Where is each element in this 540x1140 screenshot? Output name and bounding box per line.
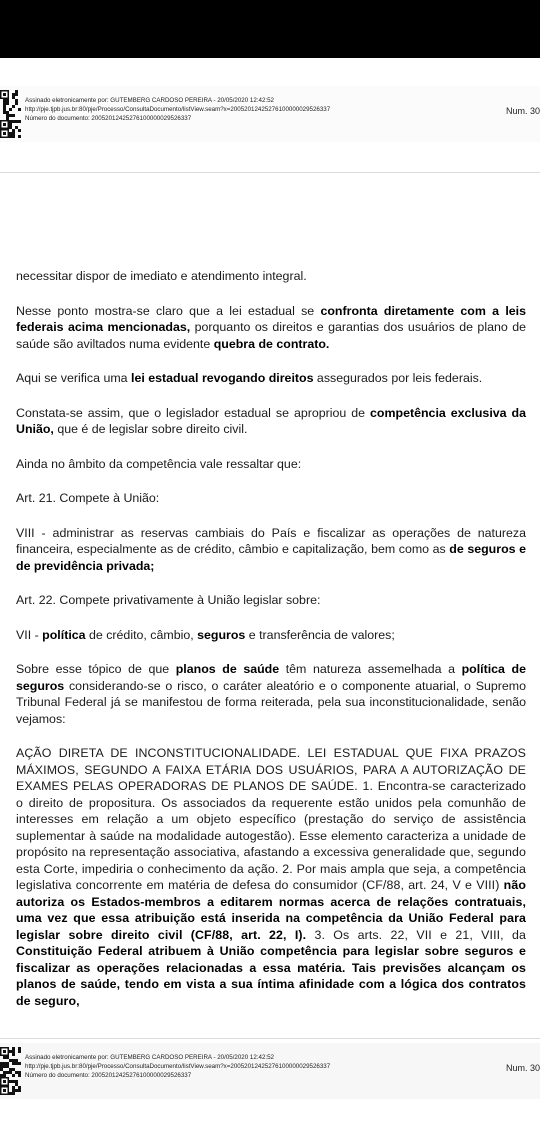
paragraph	[16, 268, 526, 285]
bold-text: competência exclusiva da União,	[16, 405, 526, 436]
qr-code-icon	[0, 1047, 21, 1095]
qr-code-icon	[0, 90, 21, 138]
text-run: AÇÃO DIRETA DE INCONSTITUCIONALIDADE. LEI ESTADUAL QUE FIXA PRAZOS MÁXIMOS, SEGUNDO A FAIXA ETÁRIA DOS USUÁRIOS, PARA A AUTORIZAÇÃO DE EXAMES PELAS OPERADORAS DE PLANOS DE SAÚDE. 1. Encontra-se caracterizado o direito de propositura. Os associados da requerente estão unidos pela comunhão de interesses em relação a um objeto específico (prestação do serviço de assistência suplementar à saúde na modalidade autogestão). Esse elemento caracteriza a unidade de propósito na representação associativa, afastando a excessiva generalidade que, segundo esta Corte, impediria o conhecimento da ação. 2. Por mais ampla que seja, a competência legislativa concorrente em matéria de defesa do consumidor (CF/88, art. 24, V e VIII)	[16, 746, 526, 892]
text-run: têm natureza assemelhada a	[279, 662, 462, 676]
bold-text: seguros	[197, 627, 246, 642]
page-divider	[0, 1038, 540, 1039]
text-run: VIII - administrar as reservas cambiais do País e fiscalizar as operações de natureza financeira, especialmente as de crédito, câmbio e capitalização, bem como as	[16, 525, 526, 556]
bold-text: Constituição Federal atribuem à União competência para legislar sobre seguros e fiscalizar as operações relacionadas a essa matéria. Tais previsões alcançam os planos de saúde, tendo em vista a sua íntima afinidade com a lógica dos contratos de seguro,	[16, 944, 526, 1008]
text-run: porquanto os direitos e garantias dos usuários de plano de saúde são aviltados numa evidente	[16, 320, 526, 351]
stamp-url[interactable]: http://pje.tjpb.jus.br:80/pje/Processo/ConsultaDocumento/listView.seam?x=20052012425276100000029526337	[25, 106, 331, 113]
bold-text: lei estadual revogando direitos	[131, 371, 314, 385]
bold-text: confronta diretamente com a leis federais acima mencionadas,	[16, 303, 526, 334]
text-run: Sobre esse tópico de que	[16, 662, 176, 676]
signature-stamp-bottom	[0, 1043, 540, 1099]
text-run: Nesse ponto mostra-se claro que a lei estadual se	[16, 303, 321, 318]
text-run: Ainda no âmbito da competência vale ressaltar que:	[16, 456, 302, 471]
text-run: 3. Os arts. 22, VII e 21, VIII, da	[306, 927, 526, 942]
stamp-doc-number: Número do documento: 20052012425276100000029526337	[25, 1072, 192, 1079]
paragraph	[16, 456, 526, 473]
stamp-url[interactable]: http://pje.tjpb.jus.br:80/pje/Processo/ConsultaDocumento/listView.seam?x=20052012425276100000029526337	[25, 1063, 331, 1070]
stamp-doc-number: Número do documento: 20052012425276100000029526337	[25, 115, 192, 122]
signature-stamp-top	[0, 86, 540, 142]
text-run: considerando-se o risco, o caráter aleatório e o componente atuarial, o Supremo Tribunal Federal já se manifestou de forma reiterada, pela sua inconstitucionalidade, senão vejamos:	[16, 678, 526, 726]
stamp-text	[25, 96, 330, 123]
text-run: assegurados por leis federais.	[313, 371, 483, 385]
stamp-signed-by: Assinado eletronicamente por: GUTEMBERG CARDOSO PEREIRA - 20/05/2020 12:42:52	[25, 1054, 274, 1061]
bold-text: não autoriza os Estados-membros a editarem normas acerca de relações contratuais, uma vez que essa atribuição está inserida na competência da União Federal para legislar sobre direito civil (CF/88, art. 22, I).	[16, 878, 526, 942]
text-run: que é de legislar sobre direito civil.	[53, 422, 248, 436]
text-run: necessitar dispor de imediato e atendimento integral.	[16, 269, 307, 283]
stamp-signed-by: Assinado eletronicamente por: GUTEMBERG CARDOSO PEREIRA - 20/05/2020 12:42:52	[25, 97, 274, 104]
paragraph	[16, 627, 526, 644]
document-body	[16, 268, 526, 1009]
text-run: Art. 21. Compete à União:	[16, 491, 160, 505]
text-run: Constata-se assim, que o legislador estadual se apropriou de	[16, 405, 371, 420]
paragraph	[16, 661, 526, 727]
paragraph	[16, 525, 526, 575]
paragraph	[16, 405, 526, 438]
stamp-text	[25, 1053, 330, 1080]
text-run: Art. 22. Compete privativamente à União legislar sobre:	[16, 593, 321, 607]
page-divider	[0, 172, 540, 173]
text-run: de crédito, câmbio,	[85, 627, 198, 642]
paragraph	[16, 370, 526, 387]
text-run: e transferência de valores;	[245, 627, 395, 642]
bold-text: quebra de contrato.	[213, 336, 330, 351]
bold-text: política	[42, 627, 86, 642]
stamp-num-label: Num. 30	[505, 106, 540, 116]
paragraph	[16, 592, 526, 609]
text-run: VII -	[16, 627, 43, 642]
bold-text: de seguros e de previdência privada;	[16, 542, 526, 573]
paragraph	[16, 490, 526, 507]
paragraph	[16, 303, 526, 353]
stamp-num-label: Num. 30	[505, 1063, 540, 1073]
phone-status-bar	[0, 0, 540, 58]
text-run: Aqui se verifica uma	[16, 371, 132, 385]
bold-text: planos de saúde	[175, 662, 280, 676]
paragraph	[16, 745, 526, 1009]
bold-text: política de seguros	[16, 662, 527, 693]
